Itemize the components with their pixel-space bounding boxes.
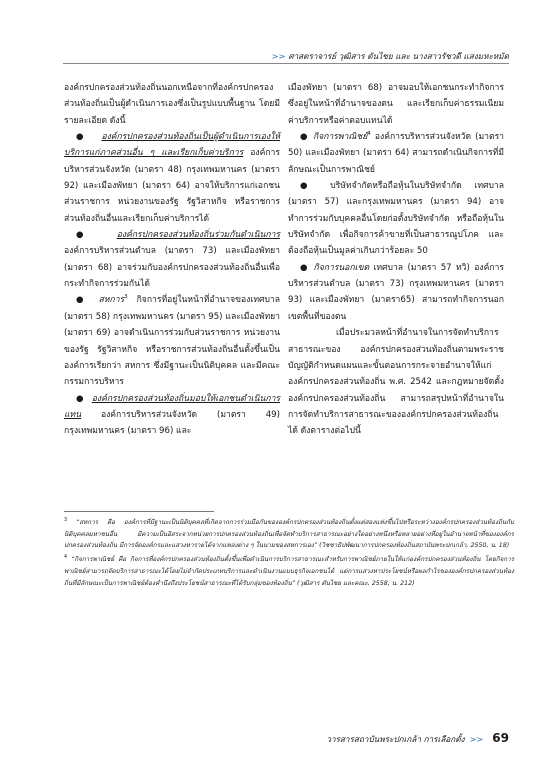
running-header <box>89 50 509 63</box>
header-authors: ศาสตราจารย์ วุฒิสาร ตันไชย และ นางสาวรัชวดี แสงมหะหมัด <box>288 51 509 61</box>
subheading-sahakan: สหการ <box>98 295 125 306</box>
body-commerce: องค์การบริหารส่วนจังหวัด (มาตรา 50) และเมืองพัทยา (มาตรา 64) สามารถดำเนินกิจการที่มีลักษณะเป็นการพาณิชย์ <box>288 132 505 175</box>
left-paragraph-private <box>64 391 280 440</box>
footnote-text: “สหการ คือ องค์การที่มีฐานะเป็นนิติบุคคลที่เกิดจากการร่วมมือกันขององค์กรปกครองส่วนท้องถิ่นตั้งแต่สองแห่งขึ้นไปหรือระหว่างองค์กรปกครองส่วนท้องถิ่นกับนิติบุคคลมหาชนอื่น มีความเป็นอิสระจากหน่วยการปกครองส่วนท้องถิ่นเพื่อจัดทำบริการสาธารณะอย่างใดอย่างหนึ่งหรือหลายอย่างที่อยู่ในอำนาจหน้าที่ขององค์กรปกครองส่วนท้องถิ่น มีการจัดองค์กรและแสวงหารายได้จากแหล่งต่าง ๆ ในนามของสหการเอง” (วิชชาธิปพัฒนาการปกครองท้องถิ่นสถาบันพระปกเกล้า, 2550, น. 18) <box>64 519 514 550</box>
page-number: 69 <box>492 731 509 745</box>
body-sahakan: กิจการที่อยู่ในหน้าที่อำนาจของเทศบาล (มาตรา 58) กรุงเทพมหานคร (มาตรา 95) และเมืองพัทยา (มาตรา 69) อาจดำเนินการร่วมกับส่วนราชการ หน่วยงานของรัฐ รัฐวิสาหกิจ หรือราชการส่วนท้องถิ่นอื่นตั้งขึ้นเป็นองค์การเรียกว่า สหการ ซึ่งมีฐานะเป็นนิติบุคคล และมีคณะกรรมการบริหาร <box>64 295 280 388</box>
subheading-private: องค์กรปกครองส่วนท้องถิ่นมอบให้เอกชนดำเนินการแทน <box>64 393 281 420</box>
footnote-ref-4: 4 <box>367 131 371 138</box>
left-paragraph-self-service <box>64 129 280 227</box>
header-divider <box>63 63 509 64</box>
right-paragraph-continue: เมืองพัทยา (มาตรา 68) อาจมอบให้เอกชนกระทำกิจการซึ่งอยู่ในหน้าที่อำนาจของตน และเรียกเก็บค่าธรรมเนียม ค่าบริการหรือค่าตอบแทนได้ <box>288 83 504 126</box>
bullet-icon: ● <box>300 262 310 273</box>
bullet-icon: ● <box>76 393 87 404</box>
right-paragraph-summary: เมื่อประมวลหน้าที่อำนาจในการจัดทำบริการสาธารณะของ องค์กรปกครองส่วนท้องถิ่นตามพระราชบัญญัติกำหนดแผนและขั้นตอนการกระจายอำนาจให้แก่องค์กรปกครองส่วนท้องถิ่น พ.ศ. 2542 และกฎหมายจัดตั้งองค์กรปกครองส่วนท้องถิ่น สามารถสรุปหน้าที่อำนาจในการจัดทำบริการสาธารณะขององค์กรปกครองส่วนท้องถิ่นได้ ดังตารางต่อไปนี้ <box>288 328 504 437</box>
right-paragraph-commerce <box>288 129 504 178</box>
footnote-text: “กิจการพาณิชย์ คือ กิจการที่องค์กรปกครองส่วนท้องถิ่นตั้งขึ้นเพื่อดำเนินการบริการสาธารณะสำหรับการพาณิชย์ภายในให้แก่องค์กรปกครองส่วนท้องถิ่น โดยกิจการพาณิชย์สามารถจัดบริการสาธารณะได้โดยไม่จำกัดประเภทบริการและดำเนินงานแบบธุรกิจเอกชนได้ แต่การแสวงหาประโยชน์หรือผลกำไรขององค์กรปกครองส่วนท้องถิ่นที่มีลักษณะเป็นการพาณิชย์ต้องคำนึงถึงประโยชน์สาธารณะที่ได้รับกลุ่มของท้องถิ่น” (วุฒิสาร ตันไชย และคณะ, 2558, น. 212) <box>64 556 514 587</box>
footnote-3 <box>64 517 514 552</box>
footnote-4 <box>64 554 514 589</box>
footnote-number: 4 <box>64 555 68 561</box>
right-paragraph-company <box>288 178 504 260</box>
body-company: บริษัทจำกัดหรือถือหุ้นในบริษัทจำกัด เทศบาล (มาตรา 57) และกรุงเทพมหานคร (มาตรา 94) อาจทำการร่วมกับบุคคลอื่นโดยก่อตั้งบริษัทจำกัด หรือถือหุ้นในบริษัทจำกัด เพื่อกิจการค้าขายที่เป็นสาธารณูปโภค และต้องถือหุ้นเป็นมูลค่าเกินกว่าร้อยละ 50 <box>288 181 505 257</box>
left-column <box>64 80 280 440</box>
bullet-icon: ● <box>300 181 318 192</box>
left-paragraph-joint <box>64 227 280 292</box>
body-outside: เทศบาล (มาตรา 57 ทวิ) องค์การบริหารส่วนตำบล (มาตรา 73) กรุงเทพมหานคร (มาตรา 93) และเมืองพัทยา (มาตรา65) สามารถทำกิจการนอกเขตพื้นที่ของตน <box>288 262 504 322</box>
bullet-icon: ● <box>76 295 90 306</box>
footnote-divider <box>64 511 214 512</box>
footer-arrows: >> <box>469 734 484 744</box>
running-footer <box>326 731 509 746</box>
footnotes <box>64 517 514 591</box>
subheading-outside: กิจการนอกเขต <box>313 262 370 273</box>
subheading-commerce: กิจการพาณิชย์ <box>313 132 368 143</box>
journal-title: วารสารสถาบันพระปกเกล้า การเลือกตั้ง <box>326 734 465 744</box>
right-paragraph-outside <box>288 260 504 325</box>
left-paragraph-sahakan <box>64 292 280 390</box>
left-paragraph-intro: องค์กรปกครองส่วนท้องถิ่นนอกเหนือจากที่องค์กรปกครองส่วนท้องถิ่นเป็นผู้ดำเนินการเองซึ่งเป็นรูปแบบพื้นฐาน โดยมีรายละเอียด ดังนี้ <box>64 83 280 126</box>
header-arrows: >> <box>271 51 286 61</box>
subheading-joint: องค์กรปกครองส่วนท้องถิ่นร่วมกันดำเนินการ <box>116 230 281 241</box>
body-private: องค์การบริหารส่วนจังหวัด (มาตรา 49) กรุงเทพมหานคร (มาตรา 96) และ <box>64 409 280 437</box>
body-self-service: องค์การบริหารส่วนจังหวัด (มาตรา 48) กรุงเทพมหานคร (มาตรา 92) และเมืองพัทยา (มาตรา 64) อาจให้บริการแก่เอกชน ส่วนราชการ หน่วยงานของรัฐ รัฐวิสาหกิจ หรือราชการส่วนท้องถิ่นอื่นและเรียกเก็บค่าบริการได้ <box>64 148 280 224</box>
footnote-number: 3 <box>64 517 68 523</box>
bullet-icon: ● <box>300 132 309 143</box>
subheading-self-service: องค์กรปกครองส่วนท้องถิ่นเป็นผู้ดำเนินการเองให้บริการแก่ภาคส่วนอื่น ๆ และเรียกเก็บค่าบริการ <box>64 132 281 159</box>
bullet-icon: ● <box>76 230 99 241</box>
right-column <box>288 80 504 440</box>
bullet-icon: ● <box>76 132 92 143</box>
footnote-ref-3: 3 <box>124 294 128 301</box>
body-joint: องค์การบริหารส่วนตำบล (มาตรา 73) และเมืองพัทยา (มาตรา 68) อาจร่วมกับองค์กรปกครองส่วนท้องถิ่นอื่นเพื่อกระทำกิจการร่วมกันได้ <box>64 246 280 290</box>
